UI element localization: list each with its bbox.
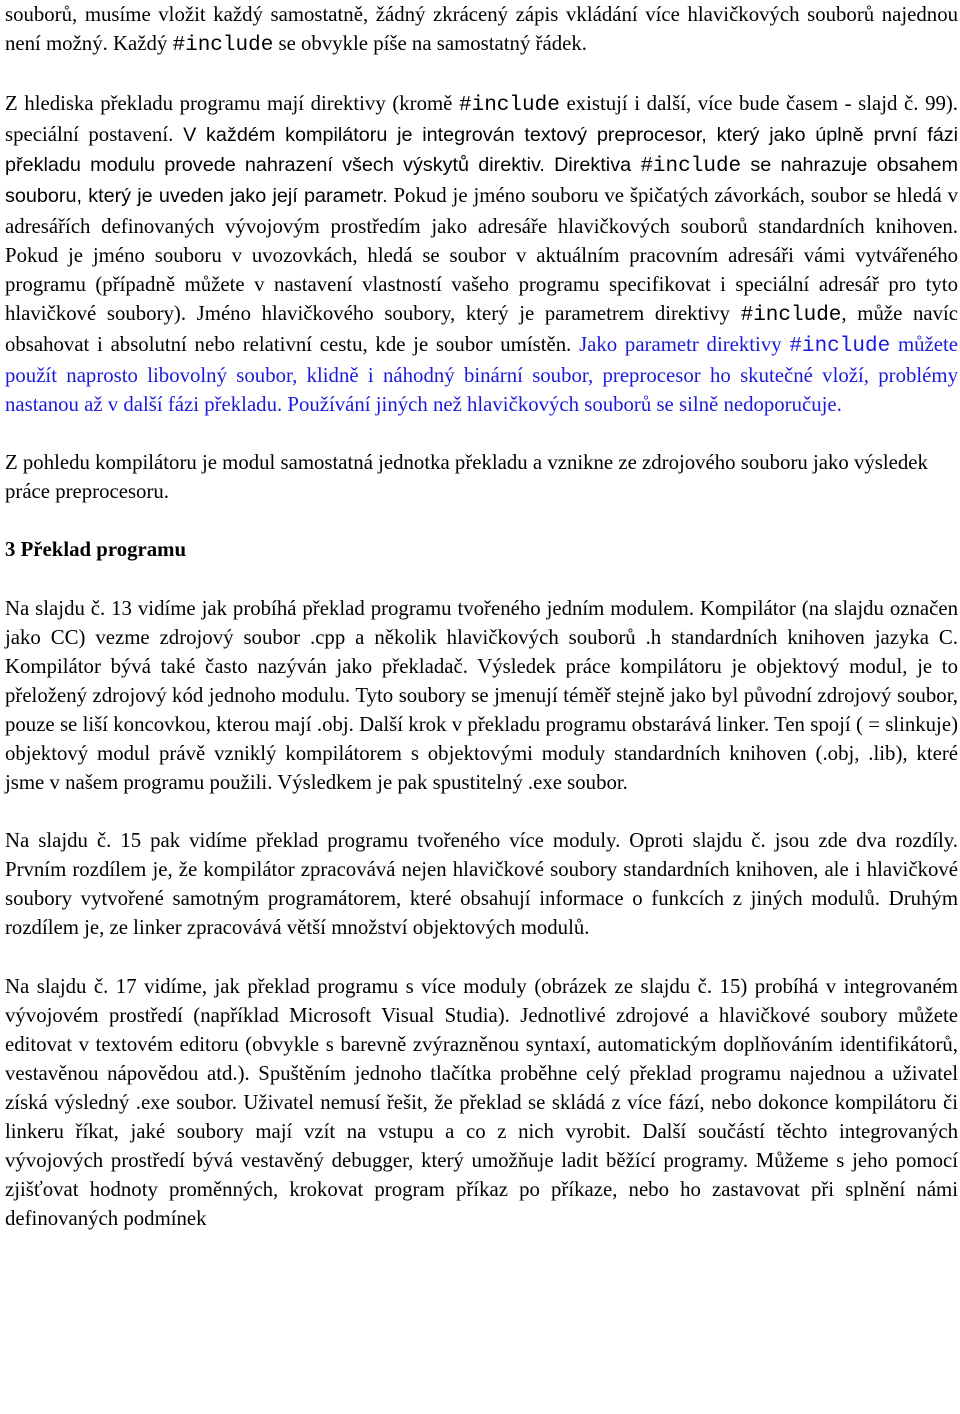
paragraph-gap [5, 506, 958, 535]
code-include: #include [640, 155, 742, 179]
paragraph-slide-15: Na slajdu č. 15 pak vidíme překlad programu tvořeného více moduly. Oproti slajdu č. jsou zde dva rozdíly. Prvním rozdílem je, že kompilátor zpracovává nejen hlavičkové soubory standardních knihoven, ale i hlavičkové soubory vytvořené samotným programátorem, které obsahují informace o funkcích z jiných modulů. Druhým rozdílem je, ze linker zpracovává větší množství objektových modulů. [5, 829, 958, 940]
paragraph-gap [5, 60, 958, 89]
paragraph-directives: Z hlediska překladu programu mají direktivy (kromě #include existují i další, více bude časem - slajd č. 99). speciální postavení. V každém kompilátoru je integrován textový preprocesor, který jako úplně první fázi překladu modulu provede nahrazení všech výskytů direktiv. Direktiva #include se nahrazuje obsahem souboru, který je uveden jako její parametr. Pokud je jméno souboru ve špičatých závorkách, soubor se hledá v adresářích definovaných vývojovým prostředím jako adresáře hlavičkových souborů standardních knihoven. Pokud je jméno souboru v uvozovkách, hledá se soubor v aktuálním pracovním adresáři vámi vytvářeného programu (případně můžete v nastavení vlastností vašeho programu specifikovat i speciální adresář pro tyto hlavičkové soubory). Jméno hlavičkového soubory, který je parametrem direktivy #include, může navíc obsahovat i absolutní nebo relativní cestu, kde je soubor umístěn. Jako parametr direktivy #include můžete použít naprosto libovolný soubor, klidně i náhodný binární soubor, preprocesor ho skutečné vloží, problémy nastanou až v další fázi překladu. Používání jiných než hlavičkových souborů se silně nedoporučuje. [5, 92, 959, 417]
highlighted-text: můžete použít naprosto libovolný soubor, klidně i náhodný binární soubor, preprocesor ho skutečné vloží, problémy nastanou až v další fázi překladu. Používání jiných než hlavičkových souborů se silně nedoporučuje. [5, 332, 958, 417]
paragraph-gap [5, 565, 958, 594]
preprocessor-text: se nahrazuje obsahem souboru, který je uveden jako její parametr. [5, 154, 958, 208]
paragraph-include-note: souborů, musíme vložit každý samostatně, žádný zkrácený zápis vkládání více hlavičkových souborů najednou není možný. Každý #include se obvykle píše na samostatný řádek. [5, 3, 958, 58]
highlighted-text: Jako parametr direktivy [571, 332, 790, 356]
paragraph-gap [5, 943, 958, 972]
code-include: #include [789, 334, 891, 358]
section-heading: 3 Překlad programu [5, 538, 187, 562]
code-include: #include [459, 94, 560, 118]
code-include: #include [740, 303, 842, 327]
paragraph-gap [5, 797, 958, 826]
preprocessor-text: V každém kompilátoru je integrován textový preprocesor, který jako úplně první fázi překladu modulu provede nahrazení všech výskytů direktiv. Direktiva [5, 124, 958, 177]
paragraph-compilation-unit: Z pohledu kompilátoru je modul samostatná jednotka překladu a vznikne ze zdrojového souboru jako výsledek práce preprocesoru. [5, 451, 928, 504]
paragraph-gap [5, 419, 958, 448]
paragraph-slide-13: Na slajdu č. 13 vidíme jak probíhá překlad programu tvořeného jedním modulem. Kompilátor (na slajdu označen jako CC) vezme zdrojový soubor .cpp a několik hlavičkových souborů .h standardních knihoven jazyka C. Kompilátor bývá také často nazýván jako překladač. Výsledek práce kompilátoru je objektový modul, je to přeložený zdrojový kód jednoho modulu. Tyto soubory se jmenují téměř stejně jako byl původní zdrojový soubor, pouze se liší koncovkou, kterou mají .obj. Další krok v překladu programu obstarává linker. Ten spojí ( = slinkuje) objektový modul právě vzniklý kompilátorem s objektovými moduly standardních knihoven (.obj, .lib), které jsme v našem programu použili. Výsledkem je pak spustitelný .exe soubor. [5, 596, 958, 795]
code-include: #include [172, 34, 274, 58]
paragraph-slide-17: Na slajdu č. 17 vidíme, jak překlad programu s více moduly (obrázek ze slajdu č. 15) probíhá v integrovaném vývojovém prostředí (například Microsoft Visual Studia). Jednotlivé zdrojové a hlavičkové soubory můžete editovat v textovém editoru (obvykle s barevně zvýrazněnou syntaxí, automatickým doplňováním identifikátorů, vestavěnou nápovědou atd.). Spuštěním jednoho tlačítka proběhne celý překlad programu najednou a uživatel získá výsledný .exe soubor. Uživatel nemusí řešit, že překlad se skládá z více fází, nebo dokonce kompilátoru či linkeru říkat, jaké soubory mají vzít na vstupu a co z nich vyrobit. Další součástí těchto integrovaných vývojových prostředí bývá vestavěný debugger, který umožňuje ladit běžící programy. Můžeme s jeho pomocí zjišťovat hodnoty proměnných, krokovat program příkaz po příkaze, nebo ho zastavovat při splnění námi definovaných podmínek [5, 974, 958, 1231]
